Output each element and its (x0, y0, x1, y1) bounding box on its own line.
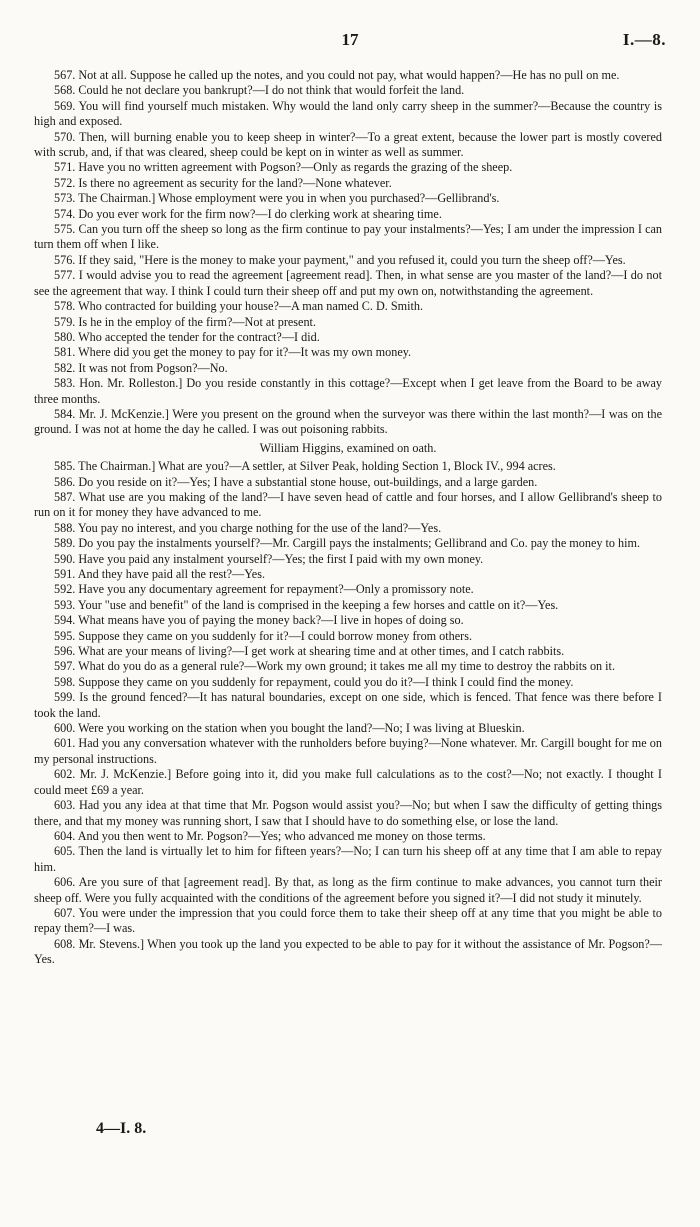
document-body (34, 68, 662, 968)
testimony-paragraph: 605. Then the land is virtually let to him for fifteen years?—No; I can turn his sheep off at any time that I am able to repay him. (34, 844, 662, 874)
testimony-paragraph: 597. What do you do as a general rule?—Work my own ground; it takes me all my time to destroy the rabbits on it. (54, 659, 615, 674)
testimony-paragraph: 584. Mr. J. McKenzie.] Were you present on the ground when the surveyor was there within the last month?—I was on the ground. I was not at home the day he called. I was out poisoning rabbits. (34, 406, 662, 437)
testimony-paragraph: 581. Where did you get the money to pay for it?—It was my own money. (54, 345, 412, 360)
testimony-paragraph: 568. Could he not declare you bankrupt?—I do not think that would forfeit the land. (54, 83, 465, 98)
testimony-paragraph: 586. Do you reside on it?—Yes; I have a substantial stone house, out-buildings, and a large garden. (54, 474, 538, 489)
testimony-paragraph: 571. Have you no written agreement with Pogson?—Only as regards the grazing of the sheep. (54, 160, 513, 175)
page-header (0, 30, 700, 52)
testimony-section-a (34, 68, 662, 438)
testimony-paragraph: 574. Do you ever work for the firm now?—I do clerking work at shearing time. (54, 206, 442, 221)
testimony-paragraph: 594. What means have you of paying the money back?—I live in hopes of doing so. (54, 613, 464, 628)
testimony-paragraph: 604. And you then went to Mr. Pogson?—Yes; who advanced me money on those terms. (54, 828, 486, 843)
testimony-paragraph: 577. I would advise you to read the agreement [agreement read]. Then, in what sense are you master of the land?—I do not see the agreement that way. I think I could turn their sheep off and put my own on, notwithstanding the agreement. (34, 268, 662, 298)
signature-mark: 4—I. 8. (96, 1120, 147, 1137)
testimony-paragraph: 579. Is he in the employ of the firm?—Not at present. (54, 314, 316, 329)
testimony-paragraph: 569. You will find yourself much mistaken. Why would the land only carry sheep in the summer?—Because the country is high and exposed. (34, 98, 662, 129)
testimony-paragraph: 576. If they said, "Here is the money to make your payment," and you refused it, could you turn the sheep off?—Yes. (54, 252, 626, 267)
testimony-paragraph: 570. Then, will burning enable you to keep sheep in winter?—To a great extent, because the lower part is mostly covered with scrub, and, if that was cleared, sheep could be kept on in winter as well as summer. (34, 129, 662, 160)
testimony-paragraph: 590. Have you paid any instalment yourself?—Yes; the first I paid with my own money. (54, 551, 484, 566)
testimony-paragraph: 589. Do you pay the instalments yourself?—Mr. Cargill pays the instalments; Gellibrand and Co. pay the money to him. (54, 536, 641, 551)
testimony-paragraph: 598. Suppose they came on you suddenly for repayment, could you do it?—I think I could find the money. (54, 674, 574, 689)
page-number: 17 (341, 30, 359, 49)
testimony-paragraph: 607. You were under the impression that you could force them to take their sheep off at any time that you might be able to repay them?—I was. (34, 905, 662, 936)
testimony-paragraph: 587. What use are you making of the land?—I have seven head of cattle and four horses, and I allow Gellibrand's sheep to run on it for money they have advanced to me. (34, 489, 662, 520)
testimony-paragraph: 575. Can you turn off the sheep so long as the firm continue to pay your instalments?—Yes; I am under the impression I can turn them off when I like. (34, 222, 662, 252)
testimony-paragraph: 572. Is there no agreement as security for the land?—None whatever. (54, 175, 392, 190)
testimony-paragraph: 595. Suppose they came on you suddenly for it?—I could borrow money from others. (54, 628, 473, 643)
testimony-paragraph: 592. Have you any documentary agreement for repayment?—Only a promissory note. (54, 582, 474, 597)
section-heading: William Higgins, examined on oath. (259, 440, 437, 455)
testimony-paragraph: 583. Hon. Mr. Rolleston.] Do you reside constantly in this cottage?—Except when I get leave from the Board to be away three months. (34, 376, 662, 406)
testimony-paragraph: 603. Had you any idea at that time that Mr. Pogson would assist you?—No; but when I saw the difficulty of getting things there, and that my money was running short, I saw that I should have to do something else, or lose the land. (34, 798, 662, 828)
document-reference: I.—8. (622, 30, 666, 49)
testimony-paragraph: 591. And they have paid all the rest?—Yes. (54, 567, 265, 581)
testimony-paragraph: 578. Who contracted for building your house?—A man named C. D. Smith. (54, 299, 424, 314)
testimony-paragraph: 602. Mr. J. McKenzie.] Before going into it, did you make full calculations as to the cost?—No; not exactly. I thought I could meet £69 a year. (34, 767, 662, 797)
testimony-paragraph: 567. Not at all. Suppose he called up the notes, and you could not pay, what would happen?—He has no pull on me. (54, 68, 620, 82)
testimony-paragraph: 596. What are your means of living?—I get work at shearing time and at other times, and I catch rabbits. (54, 644, 565, 659)
testimony-paragraph: 573. The Chairman.] Whose employment were you in when you purchased?—Gellibrand's. (54, 191, 500, 206)
testimony-paragraph: 600. Were you working on the station when you bought the land?—No; I was living at Blueskin. (54, 721, 525, 736)
testimony-paragraph: 582. It was not from Pogson?—No. (54, 360, 228, 375)
testimony-paragraph: 606. Are you sure of that [agreement read]. By that, as long as the firm continue to make advances, you cannot turn their sheep off. Were you fully acquainted with the conditions of the agreement before you signed it?—I did not study it minutely. (34, 875, 662, 905)
testimony-paragraph: 580. Who accepted the tender for the contract?—I did. (54, 329, 320, 344)
testimony-section-b (34, 459, 662, 967)
testimony-paragraph: 601. Had you any conversation whatever with the runholders before buying?—None whatever. Mr. Cargill bought for me on my personal instructions. (34, 736, 662, 766)
testimony-paragraph: 588. You pay no interest, and you charge nothing for the use of the land?—Yes. (54, 520, 442, 535)
testimony-paragraph: 585. The Chairman.] What are you?—A settler, at Silver Peak, holding Section 1, Block IV., 994 acres. (54, 459, 556, 474)
testimony-paragraph: 599. Is the ground fenced?—It has natural boundaries, except on one side, which is fenced. That fence was there before I took the land. (34, 690, 662, 720)
testimony-paragraph: 593. Your "use and benefit" of the land is comprised in the keeping a few horses and cattle on it?—Yes. (54, 597, 559, 612)
testimony-paragraph: 608. Mr. Stevens.] When you took up the land you expected to be able to pay for it without the assistance of Mr. Pogson?—Yes. (34, 936, 662, 967)
